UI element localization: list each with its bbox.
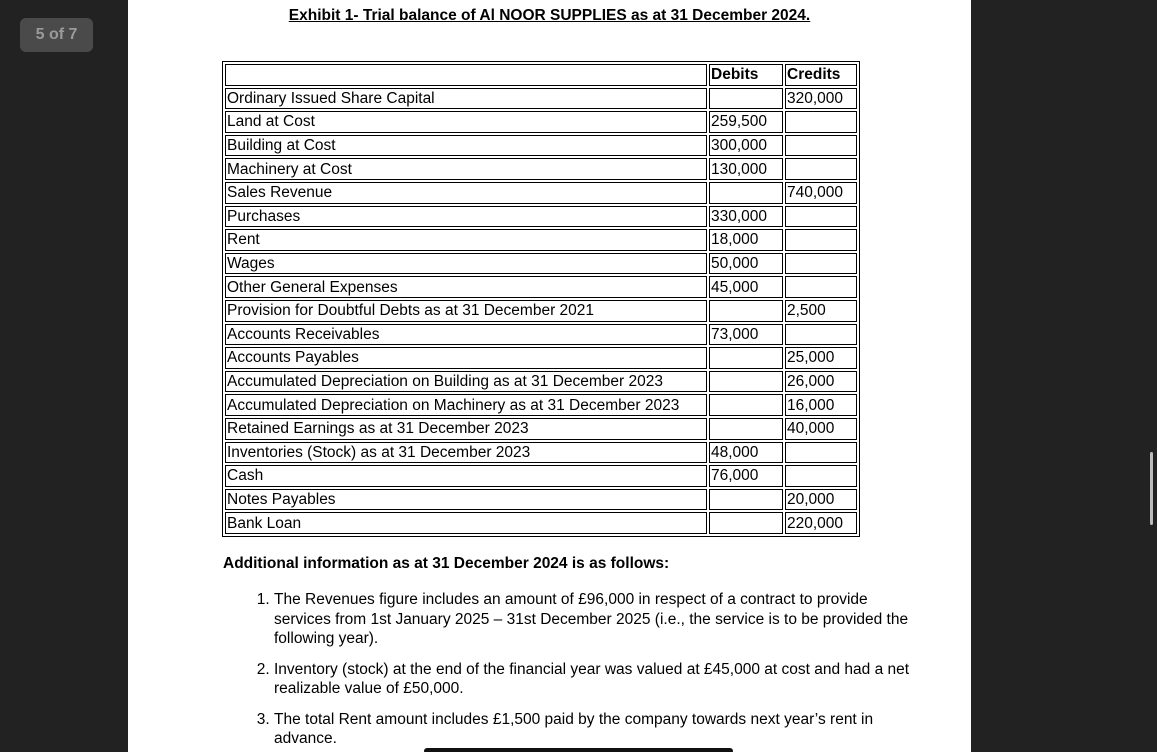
header-credits: Credits (785, 64, 857, 86)
page-counter: 5 of 7 (20, 18, 93, 52)
table-row (225, 347, 857, 369)
row-description: Accumulated Depreciation on Machinery as at 31 December 2023 (225, 394, 707, 416)
row-debit: 18,000 (709, 229, 783, 251)
row-credit (785, 206, 857, 228)
table-row (225, 324, 857, 346)
row-debit (709, 394, 783, 416)
table-row (225, 158, 857, 180)
table-row (225, 276, 857, 298)
row-debit (709, 371, 783, 393)
table-row (225, 88, 857, 110)
row-debit: 300,000 (709, 135, 783, 157)
additional-info-item: 2. Inventory (stock) at the end of the financial year was valued at £45,000 at cost and had a net realizable value of £50,000. (274, 660, 914, 699)
row-description: Purchases (225, 206, 707, 228)
table-row (225, 442, 857, 464)
header-debits: Debits (709, 64, 783, 86)
table-row (225, 394, 857, 416)
table-row (225, 512, 857, 534)
trial-balance-table (222, 61, 860, 537)
row-description: Other General Expenses (225, 276, 707, 298)
row-debit (709, 182, 783, 204)
row-description: Provision for Doubtful Debts as at 31 December 2021 (225, 300, 707, 322)
row-debit (709, 418, 783, 440)
row-credit: 320,000 (785, 88, 857, 110)
row-description: Machinery at Cost (225, 158, 707, 180)
table-row (225, 111, 857, 133)
row-credit (785, 229, 857, 251)
row-credit: 26,000 (785, 371, 857, 393)
row-description: Rent (225, 229, 707, 251)
row-credit: 16,000 (785, 394, 857, 416)
table-row (225, 465, 857, 487)
table-row (225, 182, 857, 204)
row-description: Inventories (Stock) as at 31 December 2023 (225, 442, 707, 464)
row-description: Accumulated Depreciation on Building as at 31 December 2023 (225, 371, 707, 393)
row-debit: 130,000 (709, 158, 783, 180)
scrollbar-thumb[interactable] (1150, 452, 1153, 525)
row-description: Cash (225, 465, 707, 487)
row-description: Bank Loan (225, 512, 707, 534)
table-row (225, 489, 857, 511)
row-description: Building at Cost (225, 135, 707, 157)
row-credit: 2,500 (785, 300, 857, 322)
additional-info-heading: Additional information as at 31 December 2024 is as follows: (223, 555, 670, 572)
row-description: Wages (225, 253, 707, 275)
row-credit: 40,000 (785, 418, 857, 440)
row-description: Accounts Receivables (225, 324, 707, 346)
row-debit: 259,500 (709, 111, 783, 133)
header-description (225, 64, 707, 86)
exhibit-title: Exhibit 1- Trial balance of Al NOOR SUPPLIES as at 31 December 2024. (288, 7, 811, 24)
row-debit (709, 300, 783, 322)
row-description: Notes Payables (225, 489, 707, 511)
row-credit (785, 111, 857, 133)
row-debit: 50,000 (709, 253, 783, 275)
row-credit (785, 253, 857, 275)
row-debit: 330,000 (709, 206, 783, 228)
table-row (225, 135, 857, 157)
home-indicator (424, 748, 733, 752)
row-description: Sales Revenue (225, 182, 707, 204)
table-header-row (225, 64, 857, 86)
row-credit (785, 324, 857, 346)
row-credit: 740,000 (785, 182, 857, 204)
table-row (225, 418, 857, 440)
row-debit: 45,000 (709, 276, 783, 298)
document-page (128, 0, 971, 752)
row-debit (709, 88, 783, 110)
table-row (225, 206, 857, 228)
row-credit (785, 442, 857, 464)
row-debit: 76,000 (709, 465, 783, 487)
additional-info-list (234, 590, 914, 752)
row-credit: 20,000 (785, 489, 857, 511)
row-debit: 48,000 (709, 442, 783, 464)
row-credit (785, 276, 857, 298)
row-credit (785, 158, 857, 180)
row-debit (709, 347, 783, 369)
additional-info-item: 3. The total Rent amount includes £1,500 paid by the company towards next year’s rent in advance. (274, 710, 914, 749)
table-row (225, 300, 857, 322)
table-row (225, 371, 857, 393)
row-description: Land at Cost (225, 111, 707, 133)
row-credit: 25,000 (785, 347, 857, 369)
row-debit: 73,000 (709, 324, 783, 346)
row-debit (709, 512, 783, 534)
row-description: Accounts Payables (225, 347, 707, 369)
row-credit: 220,000 (785, 512, 857, 534)
additional-info-item: 1. The Revenues figure includes an amount of £96,000 in respect of a contract to provide services from 1st January 2025 – 31st December 2025 (i.e., the service is to be provided the following year). (274, 590, 914, 649)
row-description: Ordinary Issued Share Capital (225, 88, 707, 110)
table-row (225, 253, 857, 275)
table-row (225, 229, 857, 251)
row-description: Retained Earnings as at 31 December 2023 (225, 418, 707, 440)
row-credit (785, 135, 857, 157)
row-credit (785, 465, 857, 487)
row-debit (709, 489, 783, 511)
